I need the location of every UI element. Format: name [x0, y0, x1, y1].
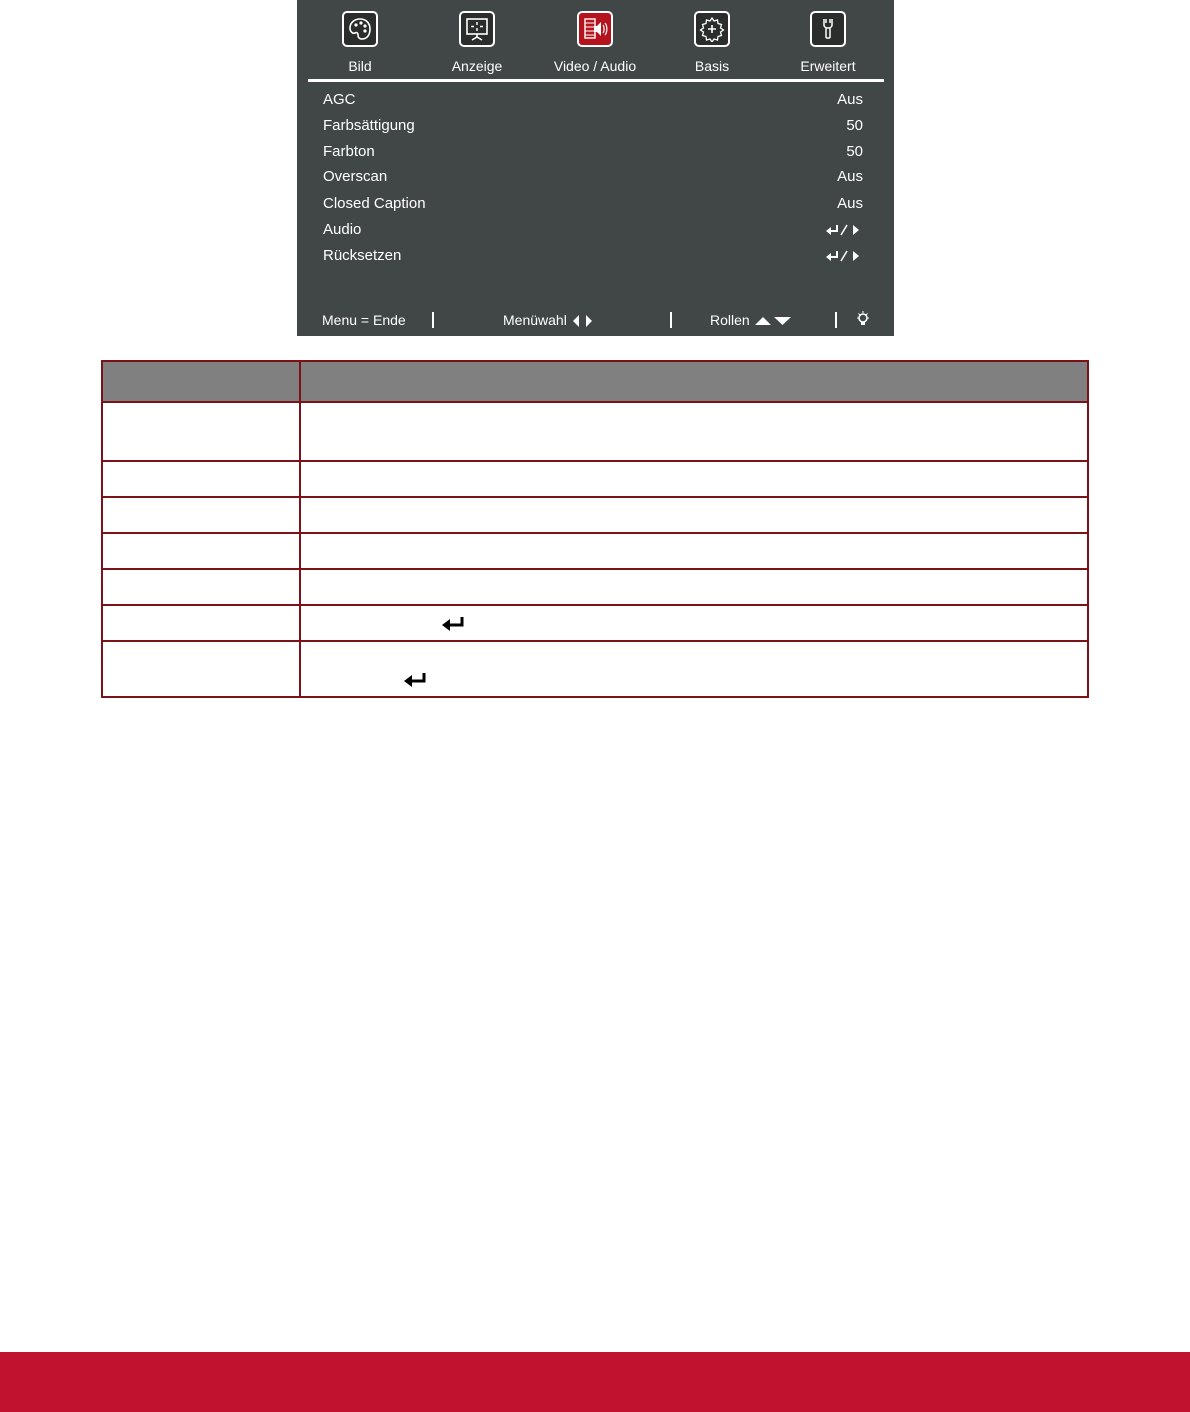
table-cell: [102, 641, 300, 697]
scroll-hint: Rollen: [710, 308, 792, 332]
tab-label: Video / Audio: [553, 58, 637, 74]
footer-separator: [432, 312, 434, 328]
table-row: [102, 533, 1088, 569]
menu-item-farbton[interactable]: [323, 141, 863, 163]
footer-separator: [835, 312, 837, 328]
tab-label: Basis: [694, 58, 730, 74]
menu-item-label: Farbton: [323, 143, 375, 160]
menu-exit-hint: Menu = Ende: [322, 312, 406, 328]
table-cell: [300, 533, 1088, 569]
gear-icon: [694, 11, 730, 47]
tab-anzeige[interactable]: [422, 0, 532, 80]
tab-underline: [308, 79, 884, 82]
menu-item-label: Closed Caption: [323, 195, 426, 212]
tab-video-audio[interactable]: [540, 0, 650, 80]
enter-icon: [403, 672, 429, 688]
table-row: [102, 497, 1088, 533]
menu-item-audio[interactable]: [323, 219, 863, 241]
table-cell: [300, 641, 1088, 697]
menu-item-label: Overscan: [323, 168, 388, 185]
up-down-arrows-icon: [754, 314, 792, 328]
table-row: [102, 605, 1088, 641]
table-cell: [102, 402, 300, 461]
menu-item-overscan[interactable]: [323, 166, 863, 188]
menu-item-value: Aus: [837, 195, 863, 212]
enter-icon: [441, 616, 467, 632]
lightbulb-icon: [855, 310, 871, 335]
osd-menu: [297, 0, 894, 336]
video-audio-icon: [577, 11, 613, 47]
enter-or-right-icon: [825, 245, 863, 267]
menu-select-hint: Menüwahl: [503, 308, 595, 332]
menu-item-value: Aus: [837, 91, 863, 108]
menu-item-label: Farbsättigung: [323, 117, 415, 134]
menu-item-agc[interactable]: [323, 89, 863, 111]
table-cell: [300, 402, 1088, 461]
menu-item-farbsaettigung[interactable]: [323, 115, 863, 137]
footer-separator: [670, 312, 672, 328]
tab-label: Bild: [348, 58, 372, 74]
menu-item-label: Rücksetzen: [323, 247, 402, 264]
table-row: [102, 402, 1088, 461]
description-table: [101, 360, 1089, 698]
table-row: [102, 641, 1088, 697]
tab-bild[interactable]: [305, 0, 415, 80]
menu-item-label: AGC: [323, 91, 356, 108]
table-row: [102, 569, 1088, 605]
table-cell: [102, 497, 300, 533]
menu-item-value: Aus: [837, 168, 863, 185]
table-cell: [300, 569, 1088, 605]
menu-footer: [297, 308, 894, 332]
tab-basis[interactable]: [657, 0, 767, 80]
palette-icon: [342, 11, 378, 47]
wrench-icon: [810, 11, 846, 47]
table-header-row: [102, 361, 1088, 402]
menu-item-ruecksetzen[interactable]: [323, 245, 863, 267]
table-header-cell: [102, 361, 300, 402]
tab-erweitert[interactable]: [773, 0, 883, 80]
screen-icon: [459, 11, 495, 47]
enter-or-right-icon: [825, 219, 863, 241]
menu-item-closed-caption[interactable]: [323, 193, 863, 215]
table-header-cell: [300, 361, 1088, 402]
table-cell: [102, 569, 300, 605]
tab-label: Erweitert: [800, 58, 856, 74]
table-cell: [102, 605, 300, 641]
table-cell: [300, 605, 1088, 641]
table-cell: [102, 533, 300, 569]
tab-label: Anzeige: [451, 58, 503, 74]
menu-item-value: 50: [846, 143, 863, 160]
table-cell: [300, 497, 1088, 533]
table-cell: [102, 461, 300, 497]
table-row: [102, 461, 1088, 497]
page-footer-bar: [0, 1352, 1190, 1412]
menu-item-label: Audio: [323, 221, 362, 238]
left-right-arrows-icon: [571, 314, 595, 328]
table-cell: [300, 461, 1088, 497]
menu-item-value: 50: [846, 117, 863, 134]
